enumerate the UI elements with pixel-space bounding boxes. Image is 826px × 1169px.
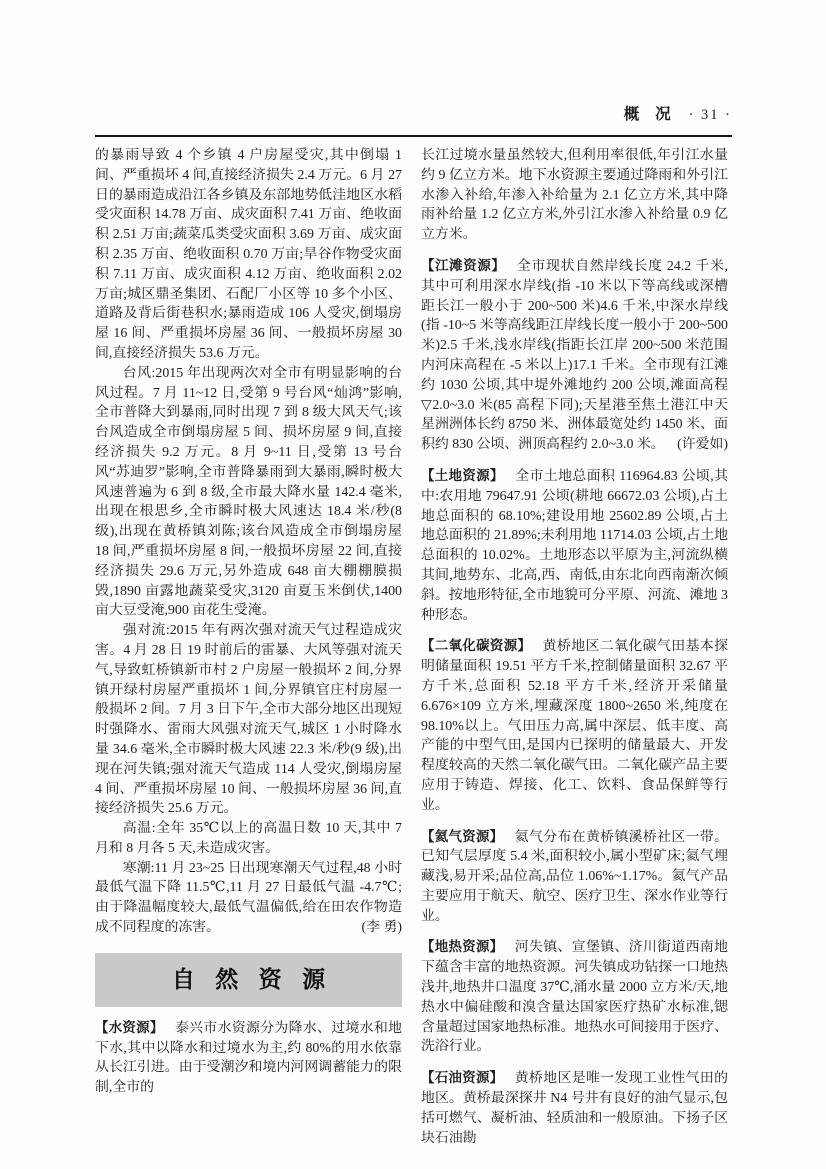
convective-weather-paragraph (95, 621, 402, 819)
entry-river-beach-resources (421, 256, 728, 455)
section-heading-natural-resources: 自 然 资 源 (171, 965, 333, 992)
entry-term: 【水资源】 (95, 1019, 164, 1035)
page-header (95, 102, 732, 124)
paragraph-lead: 高温: (122, 821, 156, 837)
header-rule (95, 135, 732, 137)
paragraph-text: 全年 35℃以上的高温日数 10 天,其中 7 月和 8 月各 5 天,未造成灾害。 (95, 821, 402, 856)
entry-text: 氦气分布在黄桥镇溪桥社区一带。已知气层厚度 5.4 米,面积较小,属小型矿床;氦气埋藏浅,易开采;品位高,品位 1.06%~1.17%。氦气产品主要应用于航天、航空、医疗卫生、深水作业等行业。 (421, 829, 728, 924)
right-column (421, 146, 728, 1148)
entry-text: 黄桥地区是唯一发现工业性气田的地区。黄桥最深探井 N4 号井有良好的油气显示,包括可燃气、凝析油、轻质油和一般原油。下扬子区块石油勘 (421, 1071, 728, 1146)
entry-helium-resources (421, 827, 728, 927)
paragraph-text: 2015 年出现两次对全市有明显影响的台风过程。7 月 11~12 日,受第 9 号台风“灿鸿”影响,全市普降大到暴雨,同时出现 7 到 8 级大风天气;该台风造成全市倒塌房屋 5 间、损坏房屋 9 间,直接经济损失 9.2 万元。8 月 9~11 日,受第 13 号台风“苏迪罗”影响,全市普降暴雨到大暴雨,瞬时极大风速普遍为 6 到 8 级,全市最大降水量 142.4 毫米,出现在根思乡,全市瞬时极大风速达 18.4 米/秒(8 级),出现在黄桥镇刘陈;该台风造成全市倒塌房屋 18 间,严重损坏房屋 8 间,一般损坏房屋 22 间,直接经济损失 29.6 万元,另外造成 648 亩大棚棚膜损毁,1890 亩露地蔬菜受灾,3120 亩夏玉米倒伏,1400 亩大豆受淹,900 亩花生受淹。 (95, 365, 402, 619)
entry-petroleum-resources (421, 1068, 728, 1148)
typhoon-paragraph (95, 364, 402, 621)
paragraph-text: 长江过境水量虽然较大,但利用率很低,年引江水量约 9 亿立方米。地下水资源主要通过降雨和外引江水渗入补给,年渗入补给量为 2.1 亿立方米,其中降雨补给量 1.2 亿立方米,外引江水渗入补给量 0.9 亿立方米。 (421, 148, 728, 243)
high-temperature-paragraph (95, 819, 402, 859)
paragraph-text: 的暴雨导致 4 个乡镇 4 户房屋受灾,其中倒塌 1 间、严重损坏 4 间,直接经济损失 2.4 万元。6 月 27 日的暴雨造成沿江各乡镇及东部地势低洼地区水稻受灾面积 14.78 万亩、成灾面积 7.41 万亩、绝收面积 2.51 万亩;蔬菜瓜类受灾面积 3.69 万亩、成灾面积 2.35 万亩、绝收面积 0.70 万亩;旱谷作物受灾面积 7.11 万亩、成灾面积 4.12 万亩、绝收面积 2.02 万亩;城区鼎圣集团、石配厂小区等 10 多个小区、道路及背后街巷积水;暴雨造成 106 人受灾,倒塌房屋 16 间、严重损坏房屋 36 间、一般损坏房屋 30 间,直接经济损失 53.6 万元。 (95, 148, 402, 361)
left-column (95, 146, 402, 1098)
paragraph-text: 11 月 23~25 日出现寒潮天气过程,48 小时最低气温下降 11.5℃,11 月 27 日最低气温 -4.7℃;由于降温幅度较大,最低气温偏低,给在田农作物造成不同程度的冻害。 (95, 860, 402, 936)
paragraph-lead: 寒潮: (122, 860, 155, 876)
entry-water-resources (95, 1018, 402, 1098)
entry-term: 【石油资源】 (421, 1070, 504, 1086)
entry-text: 黄桥地区二氧化碳气田基本探明储量面积 19.51 平方千米,控制储量面积 32.67 平方千米,总面积 52.18 平方千米,经济开采储量 6.676×109 立方米,埋藏深度 1800~2650 米,纯度在 98.10%以上。气田压力高,属中深层、低丰度、高产能的中型气田,是国内已探明的储量最大、开发程度较高的天然二氧化碳气田。二氧化碳产品主要应用于铸造、焊接、化工、饮料、食品保鲜等行业。 (421, 639, 728, 813)
author-credit: (许爱如) (677, 437, 728, 453)
entry-text: 全市现状自然岸线长度 24.2 千米,其中可利用深水岸线(指 -10 米以下等高线或深槽距长江一般小于 200~500 米)4.6 千米,中深水岸线(指 -10~5 米等高线距江岸线长度一般小于 200~500 米)2.5 千米,浅水岸线(指距长江岸 200~500 米范围内河床高程在 -5 米以上)17.1 千米。全市现有江滩约 1030 公顷,其中堤外滩地约 200 公顷,滩面高程▽2.0~3.0 米(85 高程下同);天星港至焦土港江中天星洲洲体长约 8750 米、洲体最宽处约 1450 米、面积约 830 公顷、洲顶高程约 2.0~3.0 米。 (421, 258, 729, 453)
entry-geothermal-resources (421, 937, 728, 1057)
paragraph-lead: 强对流: (122, 623, 170, 639)
paragraph-text: 2015 年有两次强对流天气过程造成灾害。4 月 28 日 19 时前后的雷暴、大风等强对流天气,导致虹桥镇新市村 2 户房屋一般损坏 2 间,分界镇开绿村房屋严重损坏 1 间,分界镇官庄村房屋一般损坏 2 间。7 月 3 日下午,全市大部分地区出现短时强降水、雷雨大风强对流天气,城区 1 小时降水量 34.6 毫米,全市瞬时极大风速 22.3 米/秒(9 级),出现在河失镇;强对流天气造成 114 人受灾,倒塌房屋 4 间、严重损坏房屋 10 间、一般损坏房屋 36 间,直接经济损失 25.6 万元。 (95, 623, 402, 817)
entry-text: 河失镇、宣堡镇、济川街道西南地下蕴含丰富的地热资源。河失镇成功钻探一口地热浅井,地热井口温度 37℃,涌水量 2000 立方米/天,地热水中偏硅酸和溴含量达国家医疗热矿水标准,锶含量超过国家地热标准。地热水可间接用于医疗、洗浴行业。 (421, 940, 728, 1055)
entry-text: 泰兴市水资源分为降水、过境水和地下水,其中以降水和过境水为主,约 80%的用水依靠从长江引进。由于受潮汐和境内河网调蓄能力的限制,全市的 (95, 1020, 402, 1096)
cold-wave-paragraph (95, 859, 402, 938)
paragraph-lead: 台风: (122, 365, 156, 381)
storm-damage-paragraph (95, 146, 402, 364)
entry-term: 【地热资源】 (421, 939, 504, 955)
entry-term: 【土地资源】 (421, 467, 504, 483)
entry-term: 【氦气资源】 (421, 828, 504, 844)
entry-term: 【江滩资源】 (421, 257, 506, 273)
author-credit: (李 勇) (361, 920, 402, 936)
section-heading-box (95, 953, 402, 1007)
entry-text: 全市土地总面积 116964.83 公顷,其中:农用地 79647.91 公顷(耕地 66672.03 公顷),占土地总面积的 68.10%;建设用地 25602.89 公顷,占土地总面积的 21.89%;未利用地 11714.03 公顷,占土地总面积的 10.02%。土地形态以平原为主,河流纵横其间,地势东、北高,西、南低,由东北向西南渐次倾斜。按地形特征,全市地貌可分平原、河流、滩地 3 种形态。 (421, 468, 728, 623)
entry-carbon-dioxide-resources (421, 636, 728, 815)
page-number: · 31 · (688, 107, 732, 123)
entry-land-resources (421, 466, 728, 625)
water-resources-continuation-paragraph (421, 146, 728, 245)
entry-term: 【二氧化碳资源】 (421, 638, 532, 654)
running-head: 概 况 (623, 106, 677, 123)
